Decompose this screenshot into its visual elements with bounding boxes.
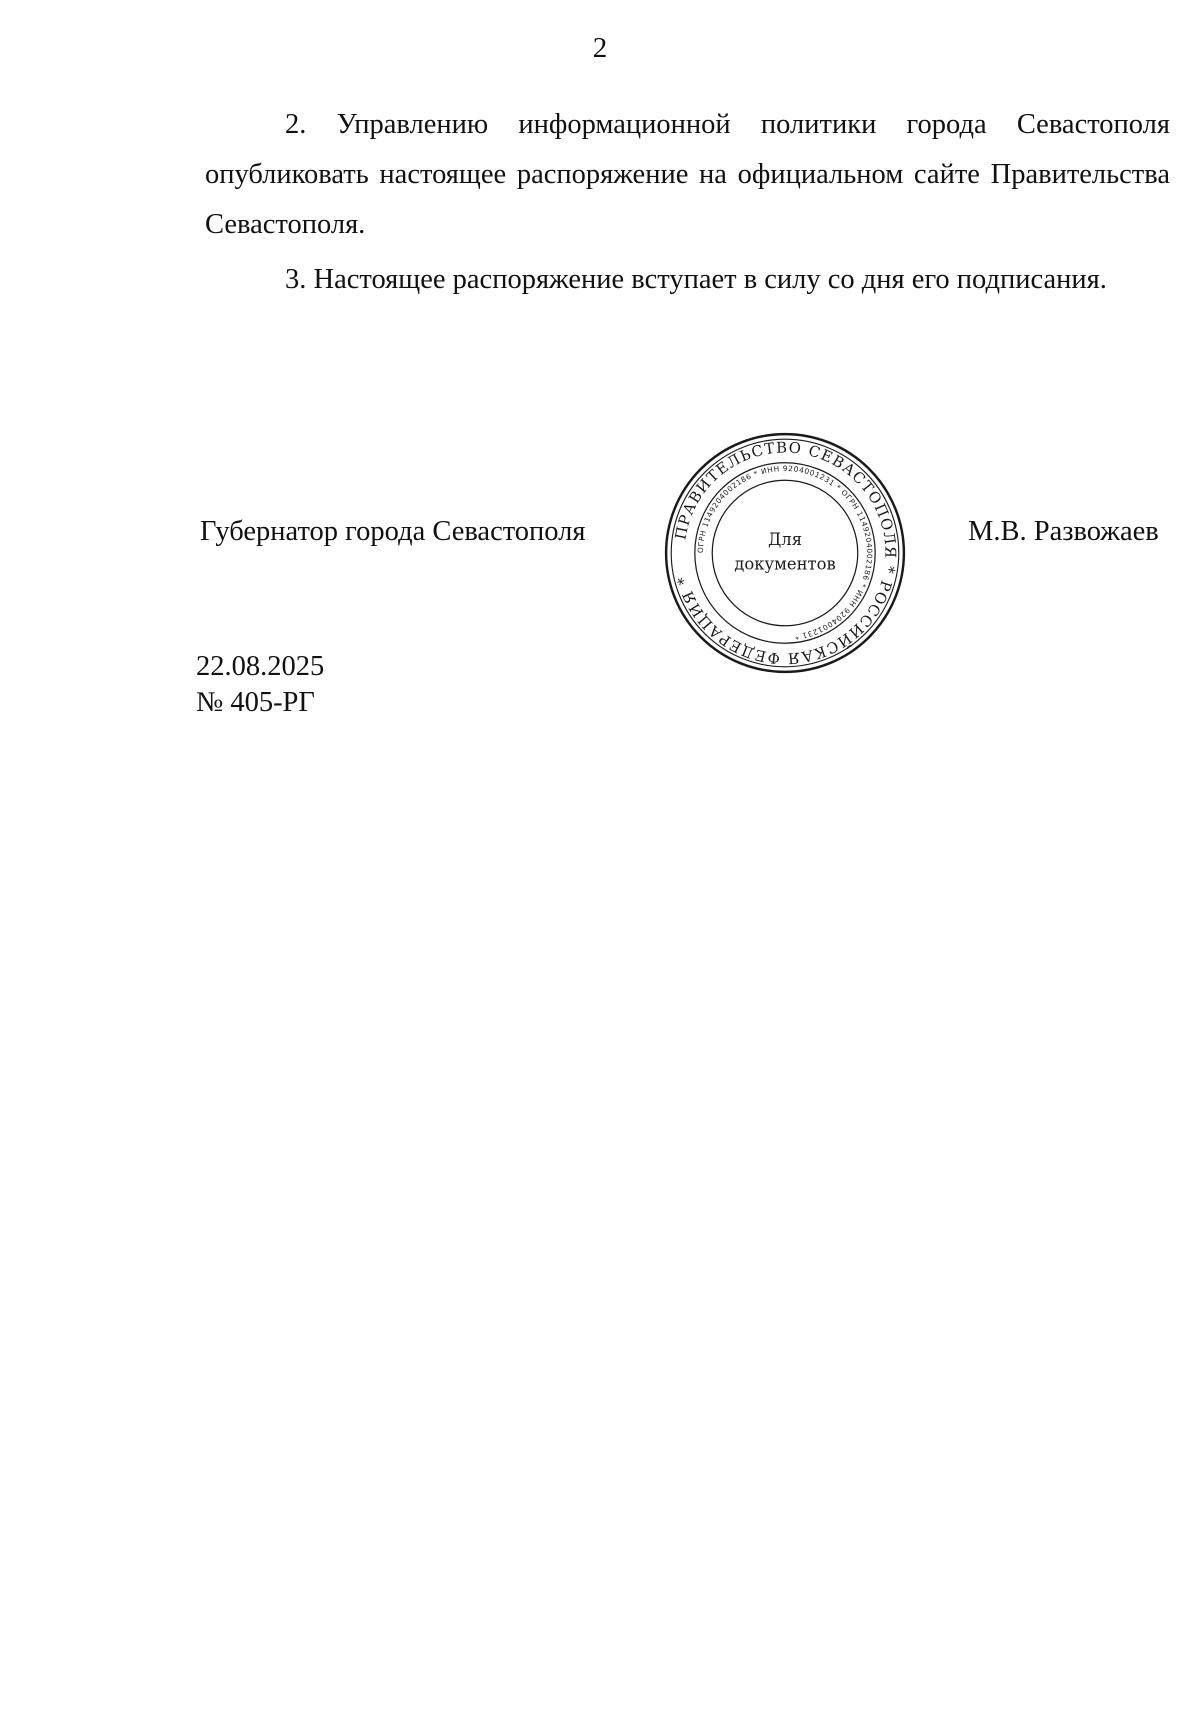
signatory-name: М.В. Развожаев — [968, 516, 1159, 547]
document-number: № 405-РГ — [196, 687, 315, 718]
seal-center-line-1: Для — [767, 529, 803, 549]
signature-title: Губернатор города Севастополя — [200, 516, 586, 547]
seal-middle-ring — [695, 463, 875, 643]
official-seal — [662, 430, 908, 676]
page-number: 2 — [592, 32, 608, 64]
seal-inner-text: ОГРН 1149204002186 * ИНН 9204001231 * ОГРН 1149204002186 * ИНН 9204001231 * — [695, 463, 875, 642]
seal-center-line-2: документов — [734, 554, 836, 574]
seal-inner-ring — [712, 480, 858, 626]
document-date: 22.08.2025 — [196, 651, 325, 682]
seal-outer-text: ПРАВИТЕЛЬСТВО СЕВАСТОПОЛЯ * РОССИЙСКАЯ ФЕДЕРАЦИЯ * — [671, 438, 900, 668]
paragraph-2: 2. Управлению информационной политики города Севастополя опубликовать настоящее распоряжение на официальном сайте Правительства Севастополя. — [205, 109, 1170, 240]
paragraph-3: 3. Настоящее распоряжение вступает в силу со дня его подписания. — [285, 264, 1107, 295]
